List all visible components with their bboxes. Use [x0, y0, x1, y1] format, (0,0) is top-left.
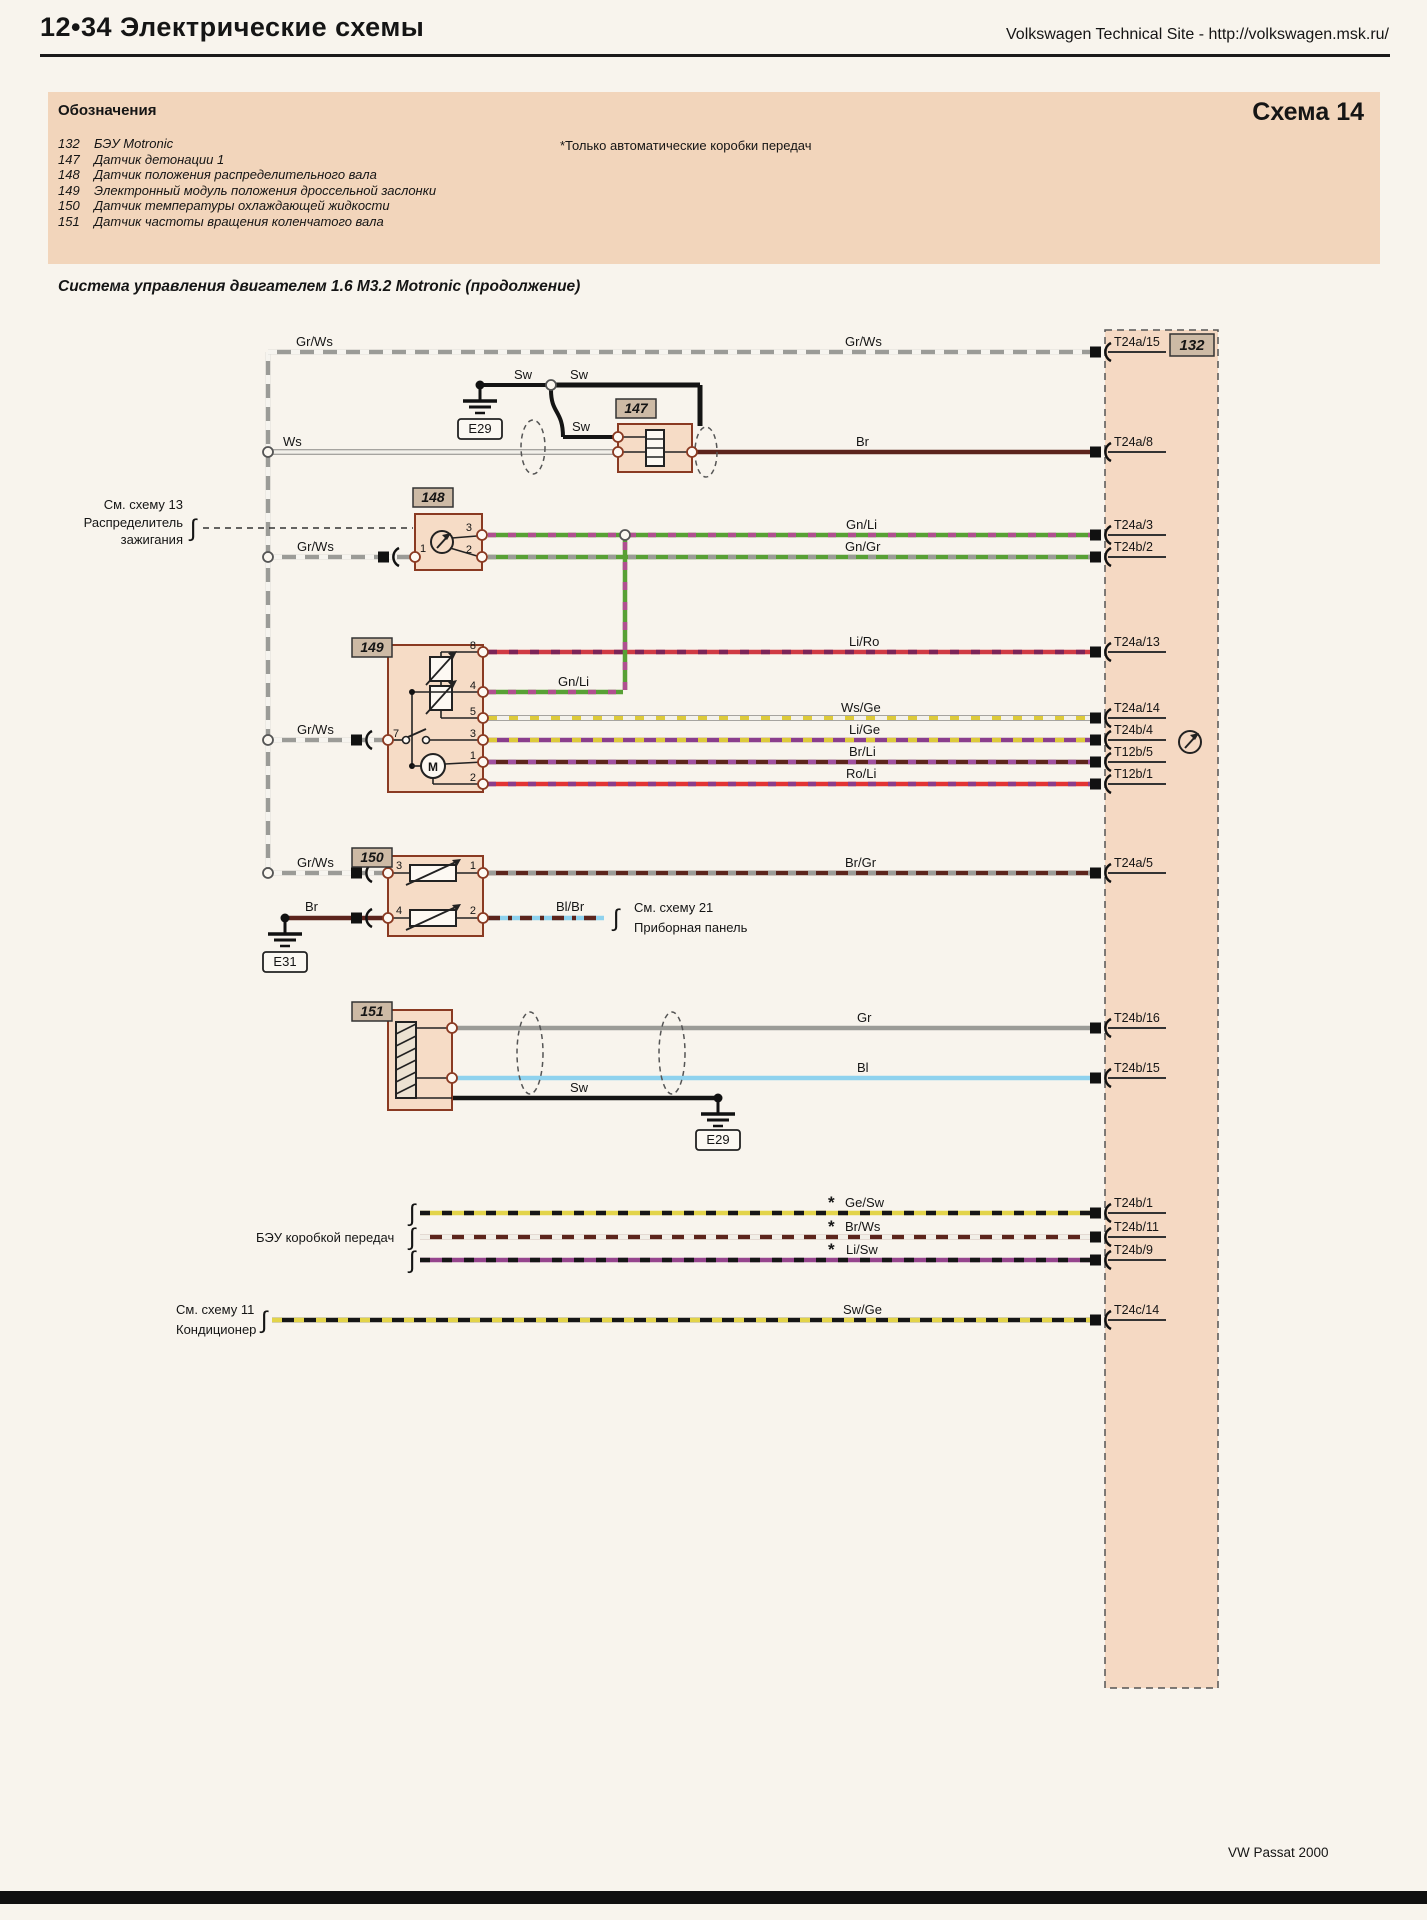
wire-label: Gr/Ws	[296, 334, 333, 349]
legend-items	[58, 136, 436, 230]
automatic-gearbox-asterisk: *	[828, 1193, 835, 1212]
legend-item-label: Датчик температуры охлаждающей жидкости	[94, 198, 390, 214]
pin-number: 2	[469, 905, 476, 917]
schema-ref-icon: ∫	[408, 1247, 416, 1274]
legend-item	[58, 214, 436, 230]
wire-label: Bl/Br	[556, 899, 585, 914]
legend-panel	[48, 92, 1380, 264]
pin-number: 1	[469, 860, 476, 872]
pin-label: T24b/11	[1114, 1220, 1159, 1234]
legend-title: Обозначения	[58, 102, 157, 119]
wire-label: Gr/Ws	[845, 334, 882, 349]
footer-bar	[0, 1891, 1427, 1904]
ground-e31	[263, 914, 307, 973]
component-id-150: 150	[360, 849, 384, 865]
pin-label: T12b/5	[1114, 745, 1153, 759]
wire-label: Gr	[857, 1010, 872, 1025]
component-149-throttle-module	[352, 638, 488, 792]
legend-item-number: 132	[58, 136, 80, 151]
shield-ellipse	[521, 420, 545, 474]
wire-label: Br	[305, 899, 318, 914]
legend-note: *Только автоматические коробки передач	[560, 138, 812, 153]
inline-connector-icon	[263, 552, 273, 562]
diagram-subtitle: Система управления двигателем 1.6 M3.2 Motronic (продолжение)	[58, 278, 581, 295]
wire-label: Ws/Ge	[841, 700, 881, 715]
pin-number: 2	[469, 772, 476, 784]
legend-item-number: 150	[58, 198, 80, 214]
pin-label: T24b/1	[1114, 1196, 1153, 1210]
legend-item-label: Электронный модуль положения дроссельной заслонки	[94, 182, 437, 198]
legend-item	[58, 167, 436, 183]
wire-label: Sw	[570, 367, 589, 382]
schema-ref-icon: ∫	[408, 1200, 416, 1227]
wire-label: Br/Gr	[845, 855, 877, 870]
pin-number: 7	[393, 728, 400, 740]
schema-ref-icon: ∫	[189, 515, 197, 542]
page-title: 12•34 Электрические схемы	[40, 12, 425, 42]
pin-label: T24c/14	[1114, 1303, 1160, 1317]
wire-label: Li/Sw	[846, 1242, 878, 1257]
component-150-coolant-temp-sensor	[352, 848, 488, 936]
wire-color-labels	[283, 334, 885, 1317]
pin-label: T24a/3	[1114, 518, 1153, 532]
see-schema-13: См. схему 13	[103, 497, 183, 512]
wire-label: Li/Ge	[849, 722, 881, 737]
component-148-camshaft-sensor	[410, 488, 487, 570]
see-schema-13-line3: зажигания	[120, 532, 183, 547]
motor-label: M	[428, 760, 438, 774]
legend-item	[58, 136, 436, 152]
wire-label: Br	[856, 434, 869, 449]
wire-label: Gr/Ws	[297, 722, 334, 737]
schema-ref-icon: ∫	[612, 905, 620, 932]
wire-label: Ge/Sw	[845, 1195, 885, 1210]
shield-ellipse	[659, 1012, 685, 1094]
see-schema-21-line2: Приборная панель	[634, 920, 748, 935]
schema-number: Схема 14	[1252, 98, 1364, 126]
pin-label: T24b/9	[1114, 1243, 1153, 1257]
wire-label: Sw	[572, 419, 591, 434]
automatic-gearbox-asterisk: *	[828, 1240, 835, 1259]
component-151-crankshaft-sensor	[352, 1002, 457, 1110]
wire-label: Sw/Ge	[843, 1302, 883, 1317]
legend-item-number: 147	[58, 151, 80, 167]
pin-label: T24b/4	[1114, 723, 1153, 737]
wire-label: Gn/Li	[846, 517, 878, 532]
gearbox-ecu-note: БЭУ коробкой передач	[256, 1230, 395, 1245]
wire-label: Gr/Ws	[297, 539, 334, 554]
ecu-connector-block	[1105, 330, 1218, 1688]
pin-number: 1	[469, 750, 476, 762]
pin-number: 2	[465, 544, 472, 556]
component-id-149: 149	[360, 639, 384, 655]
legend-item-label: БЭУ Motronic	[94, 136, 174, 151]
pin-label: T24a/14	[1114, 701, 1160, 715]
pin-number: 5	[469, 706, 476, 718]
ground-e29-top	[458, 381, 502, 440]
header-divider	[40, 54, 1390, 57]
wire-label: Ro/Li	[846, 766, 877, 781]
component-id-147: 147	[624, 400, 648, 416]
component-id-151: 151	[360, 1003, 384, 1019]
component-id-132: 132	[1179, 337, 1205, 354]
legend-item-label: Датчик положения распределительного вала	[94, 167, 377, 183]
component-id-148: 148	[421, 489, 445, 505]
pin-number: 3	[396, 860, 403, 872]
legend-item-number: 151	[58, 213, 80, 229]
wire-label: Bl	[857, 1060, 869, 1075]
pin-label: T12b/1	[1114, 767, 1153, 781]
component-147-knock-sensor	[613, 399, 697, 472]
wire-label: Br/Li	[849, 744, 876, 759]
wire-label: Br/Ws	[845, 1219, 881, 1234]
see-schema-13-line2: Распределитель	[83, 515, 183, 530]
footer-model-label: VW Passat 2000	[1228, 1845, 1329, 1860]
wire-label: Gr/Ws	[297, 855, 334, 870]
wire-label: Gn/Li	[558, 674, 590, 689]
automatic-gearbox-asterisk: *	[828, 1217, 835, 1236]
junction-connector-icon	[620, 530, 630, 540]
wire-label: Ws	[283, 434, 302, 449]
see-schema-11-line2: Кондиционер	[176, 1322, 257, 1337]
pin-label: T24a/13	[1114, 635, 1160, 649]
inline-connector-icon	[263, 735, 273, 745]
pin-number: 4	[469, 680, 476, 692]
wire-label: Sw	[514, 367, 533, 382]
legend-item-number: 148	[58, 167, 80, 183]
wire-label: Sw	[570, 1080, 589, 1095]
shield-ellipse	[517, 1012, 543, 1094]
wire-label: Gn/Gr	[845, 539, 881, 554]
pin-number: 1	[420, 543, 427, 555]
wire-gnli-branch	[488, 540, 625, 692]
pin-label: T24b/15	[1114, 1061, 1160, 1075]
inline-connector-icon	[546, 380, 556, 390]
pin-number: 3	[465, 522, 472, 534]
inline-connector-icon	[263, 447, 273, 457]
ground-label: E29	[468, 421, 492, 436]
pin-label: T24a/15	[1114, 335, 1160, 349]
ground-label: E31	[273, 954, 297, 969]
pin-label: T24b/2	[1114, 540, 1153, 554]
ground-e29-bottom	[696, 1094, 740, 1151]
pin-number: 4	[396, 905, 403, 917]
ground-label: E29	[706, 1132, 730, 1147]
legend-item	[58, 183, 436, 199]
pin-label: T24a/5	[1114, 856, 1153, 870]
site-link[interactable]: Volkswagen Technical Site - http://volkswagen.msk.ru/	[1006, 26, 1389, 43]
legend-item	[58, 198, 436, 214]
legend-item-label: Датчик частоты вращения коленчатого вала	[94, 213, 384, 229]
inline-connector-icon	[263, 868, 273, 878]
see-schema-11: См. схему 11	[176, 1302, 255, 1317]
legend-item-number: 149	[58, 182, 80, 198]
pin-number: 3	[469, 728, 476, 740]
legend-item-label: Датчик детонации 1	[94, 151, 225, 167]
wire-label: Li/Ro	[849, 634, 880, 649]
schema-ref-icon: ∫	[260, 1307, 268, 1334]
legend-item	[58, 152, 436, 168]
pin-number: 8	[469, 640, 476, 652]
pin-label: T24b/16	[1114, 1011, 1160, 1025]
see-schema-21: См. схему 21	[634, 900, 714, 915]
schema-ref-icon: ∫	[408, 1224, 416, 1251]
pin-label: T24a/8	[1114, 435, 1153, 449]
